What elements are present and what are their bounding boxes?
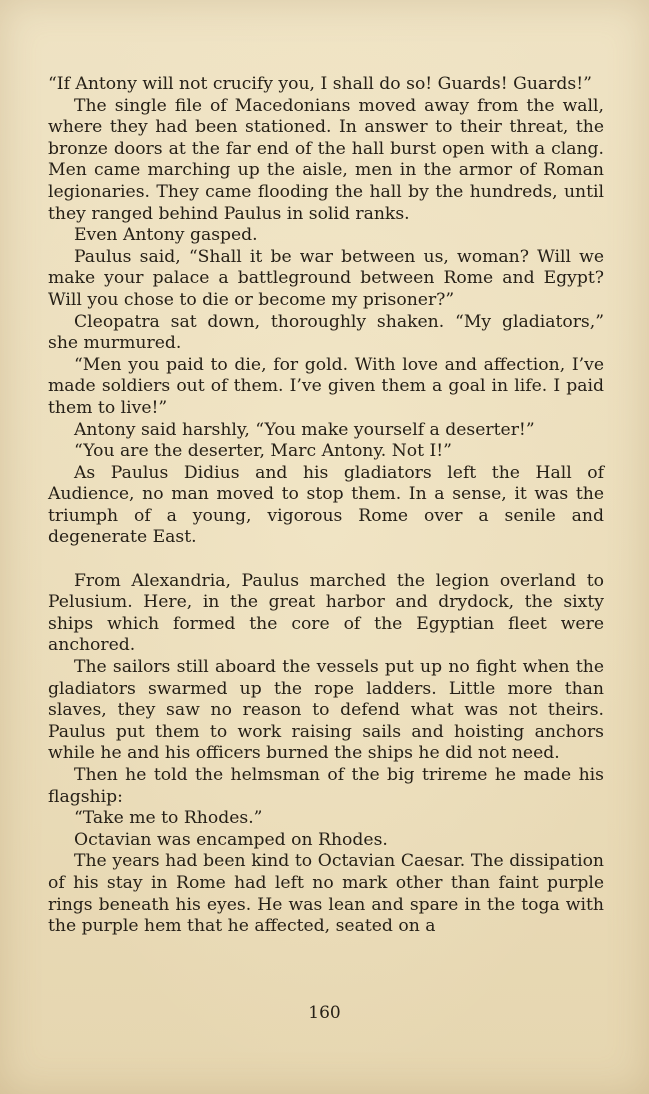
paragraph: As Paulus Didius and his gladiators left the Hall of Audience, no man moved to stop them. In a sense, it was the triumph of a young, vigorous Rome over a senile and degenerate East. xyxy=(48,462,604,548)
paragraph: Antony said harshly, “You make yourself a deserter!” xyxy=(74,419,535,440)
paragraph: “Men you paid to die, for gold. With love and affection, I’ve made soldiers out of them. I’ve given them a goal in life. I paid them to live!” xyxy=(48,354,604,418)
paragraph: The sailors still aboard the vessels put up no fight when the gladiators swarmed up the rope ladders. Little more than slaves, they saw no reason to defend what was not theirs. Paulus put them to work raising sails and hoisting anchors while he and his officers burned the ships he did not need. xyxy=(48,657,604,764)
paragraph: Even Antony gasped. xyxy=(74,225,258,246)
paragraph: “Take me to Rhodes.” xyxy=(74,808,263,829)
paragraph: The single file of Macedonians moved away from the wall, where they had been stationed. In answer to their threat, the bronze doors at the far end of the hall burst open with a clang. Men came marching up the aisle, men in the armor of Roman legionaries. They came flooding the hall by the hundreds, until they ranged behind Paulus in solid ranks. xyxy=(48,95,604,224)
paragraph: “You are the deserter, Marc Antony. Not I!” xyxy=(74,441,452,462)
page-number: 160 xyxy=(308,1003,341,1023)
paragraph: From Alexandria, Paulus marched the legion overland to Pelusium. Here, in the great harbor and drydock, the sixty ships which formed the core of the Egyptian fleet were anchored. xyxy=(48,570,604,656)
paragraph: The years had been kind to Octavian Caesar. The dissipation of his stay in Rome had left no mark other than faint purple rings beneath his eyes. He was lean and spare in the toga with the purple hem that he affected, seated on a xyxy=(48,851,604,937)
page-body-text xyxy=(48,74,604,938)
paragraph: Then he told the helmsman of the big trireme he made his flagship: xyxy=(48,765,604,807)
paragraph: Paulus said, “Shall it be war between us, woman? Will we make your palace a battleground between Rome and Egypt? Will you chose to die or become my prisoner?” xyxy=(48,246,604,310)
paragraph: “If Antony will not crucify you, I shall do so! Guards! Guards!” xyxy=(48,74,592,94)
paragraph: Cleopatra sat down, thoroughly shaken. “My gladiators,” she murmured. xyxy=(48,311,604,354)
paragraph: Octavian was encamped on Rhodes. xyxy=(74,829,388,850)
